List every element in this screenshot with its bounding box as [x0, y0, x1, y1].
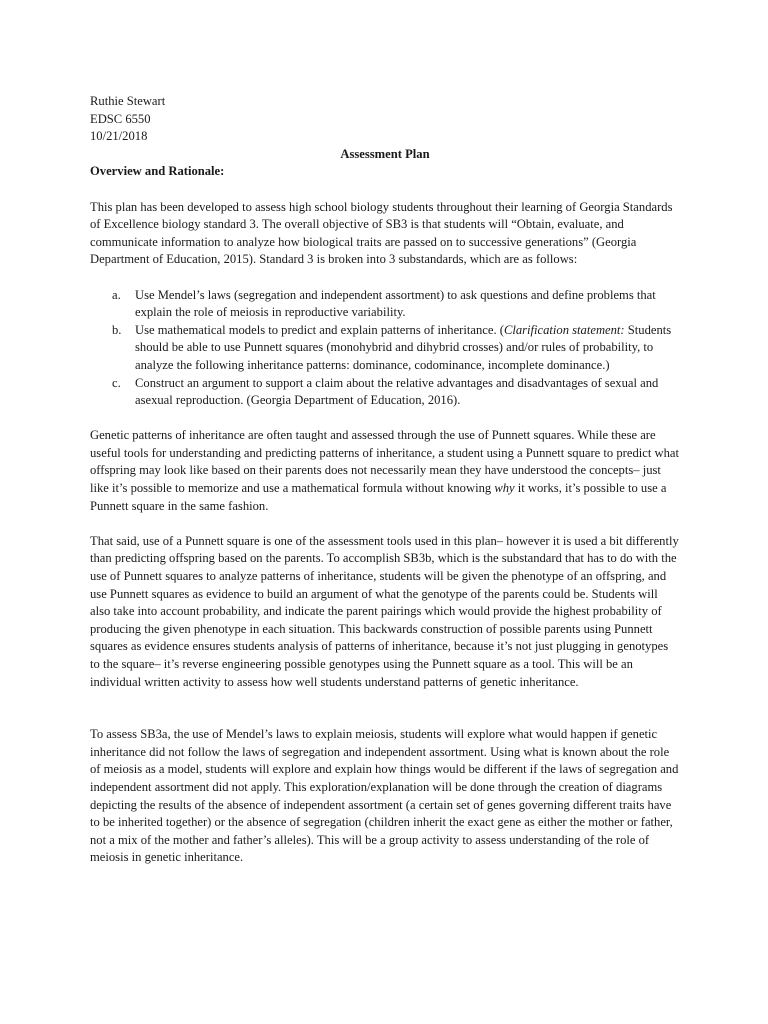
- list-item-text: Use mathematical models to predict and explain patterns of inheritance. (: [135, 322, 504, 337]
- spacer: [90, 181, 680, 199]
- spacer: [90, 410, 680, 428]
- list-item-text: Construct an argument to support a claim about the relative advantages and disadvantages of sexual and asexual reproduction. (Georgia Department of Education, 2016).: [135, 375, 659, 408]
- intro-paragraph: This plan has been developed to assess high school biology students throughout their learning of Georgia Standards of Excellence biology standard 3. The overall objective of SB3 is that students will “Obtain, evaluate, and communicate information to analyze how biological traits are passed on to successive generations” (Georgia Department of Education, 2015). Standard 3 is broken into 3 substandards, which are as follows:: [90, 199, 673, 267]
- document-title: Assessment Plan: [340, 146, 430, 161]
- list-item: [90, 287, 680, 322]
- substandard-list: [90, 287, 680, 410]
- spacer: [90, 515, 680, 533]
- section-heading: Overview and Rationale:: [90, 164, 225, 179]
- punnett-paragraph: [90, 427, 680, 515]
- course-code: EDSC 6550: [90, 111, 151, 126]
- list-marker: b.: [112, 322, 122, 337]
- punnett-text: Genetic patterns of inheritance are often taught and assessed through the use of Punnett squares. While these are useful tools for understanding and predicting patterns of inheritance, a student using a Punnett square to predict what offspring may look like based on their parents does not necessarily mean they have understood the concepts– just like it’s possible to memorize and use a mathematical formula without knowing: [90, 428, 679, 496]
- punnett-text-cont: it works, it’s possible to use a Punnett square in the same fashion.: [90, 481, 667, 513]
- list-marker: a.: [112, 287, 121, 302]
- list-item-text: Use Mendel’s laws (segregation and independent assortment) to ask questions and define problems that explain the role of meiosis in reproductive variability.: [135, 287, 656, 320]
- list-item: [90, 375, 680, 410]
- list-item-text-cont: Students should be able to use Punnett squares (monohybrid and dihybrid crosses) and/or rules of probability, to analyze the following inheritance patterns: dominance, codominance, incomplete dominance.): [135, 322, 672, 372]
- clarification-label: Clarification statement:: [503, 322, 625, 337]
- spacer: [90, 269, 680, 287]
- sb3a-paragraph: To assess SB3a, the use of Mendel’s laws to explain meiosis, students will explore what would happen if genetic inheritance did not follow the laws of segregation and independent assortment. Using what is known about the role of meiosis as a model, students will explore and explain how things would be different if the laws of segregation and independent assortment did not apply. This exploration/explanation will be done through the creation of diagrams depicting the results of the absence of independent assortment (a certain set of genes governing different traits have to be inherited together) or the absence of segregation (children inherit the exact gene as either the mother or father, not a mix of the mother and father’s alleles). This will be a group activity to assess understanding of the role of meiosis in genetic inheritance.: [90, 727, 679, 865]
- list-item: [90, 322, 680, 375]
- spacer: [90, 691, 680, 726]
- author-name: Ruthie Stewart: [90, 94, 166, 108]
- list-marker: c.: [112, 375, 121, 390]
- emphasis-why: why: [494, 481, 515, 496]
- sb3b-paragraph: That said, use of a Punnett square is one of the assessment tools used in this plan– however it is used a bit differently than predicting offspring based on the parents. To accomplish SB3b, which is the substandard that has to do with the use of Punnett squares to analyze patterns of inheritance, students will be given the phenotype of an offspring, and use Punnett squares as evidence to build an argument of what the genotype of the parents could be. Students will also take into account probability, and indicate the parent pairings which would provide the highest probability of producing the given phenotype in each situation. This backwards construction of possible parents using Punnett squares as evidence ensures students analysis of patterns of inheritance, because it’s not just plugging in genotypes to the square– it’s reverse engineering possible genotypes using the Punnett square as a tool. This will be an individual written activity to assess how well students understand patterns of genetic inheritance.: [90, 533, 679, 689]
- document-date: 10/21/2018: [90, 129, 148, 144]
